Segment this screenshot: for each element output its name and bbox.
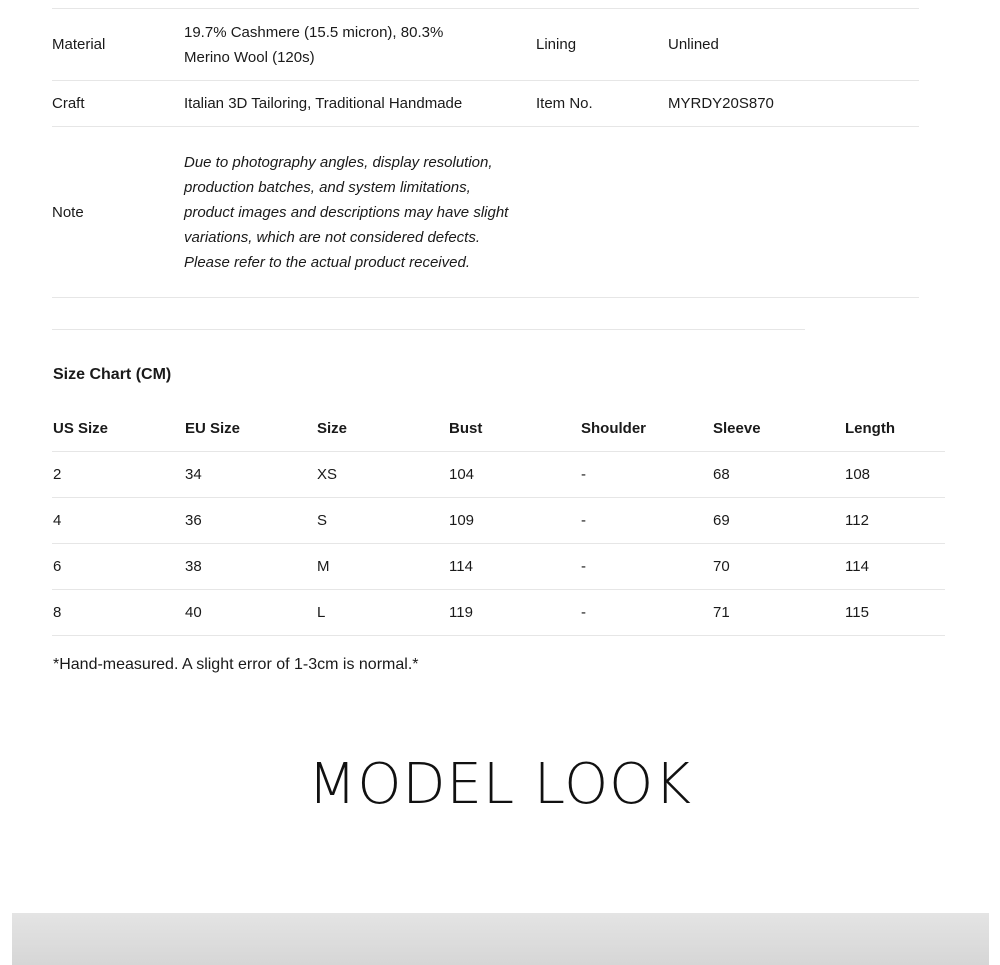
material-label: Material xyxy=(52,36,106,53)
cell-us-size: 4 xyxy=(52,498,184,544)
cell-sleeve: 71 xyxy=(712,590,844,636)
spec-row-craft xyxy=(52,81,919,127)
cell-shoulder: - xyxy=(580,452,712,498)
cell-length: 115 xyxy=(844,590,945,636)
table-row xyxy=(52,498,945,544)
cell-eu-size: 34 xyxy=(184,452,316,498)
cell-us-size: 8 xyxy=(52,590,184,636)
cell-sleeve: 70 xyxy=(712,544,844,590)
size-chart-footnote: *Hand-measured. A slight error of 1-3cm is normal.* xyxy=(53,656,419,673)
craft-value: Italian 3D Tailoring, Traditional Handmade xyxy=(184,95,463,112)
note-text: Due to photography angles, display resolution, production batches, and system limitations, product images and descriptions may have slight variations, which are not considered defects. Please refer to the actual product received. xyxy=(184,153,509,271)
material-value: 19.7% Cashmere (15.5 micron), 80.3% Merino Wool (120s) xyxy=(184,23,444,66)
header-us-size: US Size xyxy=(52,406,184,452)
cell-eu-size: 38 xyxy=(184,544,316,590)
lining-label: Lining xyxy=(536,36,577,53)
cell-shoulder: - xyxy=(580,590,712,636)
cell-us-size: 6 xyxy=(52,544,184,590)
table-row xyxy=(52,590,945,636)
table-row xyxy=(52,452,945,498)
cell-size: S xyxy=(316,498,448,544)
spec-row-note xyxy=(52,127,919,298)
cell-size: XS xyxy=(316,452,448,498)
cell-bust: 114 xyxy=(448,544,580,590)
item-number-value: MYRDY20S870 xyxy=(668,95,774,112)
item-number-label: Item No. xyxy=(536,95,593,112)
model-photo xyxy=(12,913,989,965)
header-bust: Bust xyxy=(448,406,580,452)
cell-shoulder: - xyxy=(580,544,712,590)
cell-size: L xyxy=(316,590,448,636)
cell-us-size: 2 xyxy=(52,452,184,498)
cell-sleeve: 68 xyxy=(712,452,844,498)
cell-bust: 109 xyxy=(448,498,580,544)
lining-value: Unlined xyxy=(668,36,719,53)
cell-length: 108 xyxy=(844,452,945,498)
size-chart-table xyxy=(52,406,945,636)
model-look-heading: MODEL LOOK xyxy=(308,752,692,817)
cell-shoulder: - xyxy=(580,498,712,544)
header-size: Size xyxy=(316,406,448,452)
header-sleeve: Sleeve xyxy=(712,406,844,452)
section-divider xyxy=(52,329,805,330)
table-row xyxy=(52,544,945,590)
note-label: Note xyxy=(52,203,84,221)
size-chart-header-row xyxy=(52,406,945,452)
header-shoulder: Shoulder xyxy=(580,406,712,452)
header-length: Length xyxy=(844,406,945,452)
cell-bust: 119 xyxy=(448,590,580,636)
cell-length: 112 xyxy=(844,498,945,544)
cell-size: M xyxy=(316,544,448,590)
craft-label: Craft xyxy=(52,95,85,112)
cell-eu-size: 36 xyxy=(184,498,316,544)
spec-row-material xyxy=(52,9,919,81)
cell-bust: 104 xyxy=(448,452,580,498)
product-specs-table xyxy=(52,8,919,298)
size-chart-title: Size Chart (CM) xyxy=(53,366,172,383)
cell-length: 114 xyxy=(844,544,945,590)
header-eu-size: EU Size xyxy=(184,406,316,452)
cell-sleeve: 69 xyxy=(712,498,844,544)
cell-eu-size: 40 xyxy=(184,590,316,636)
